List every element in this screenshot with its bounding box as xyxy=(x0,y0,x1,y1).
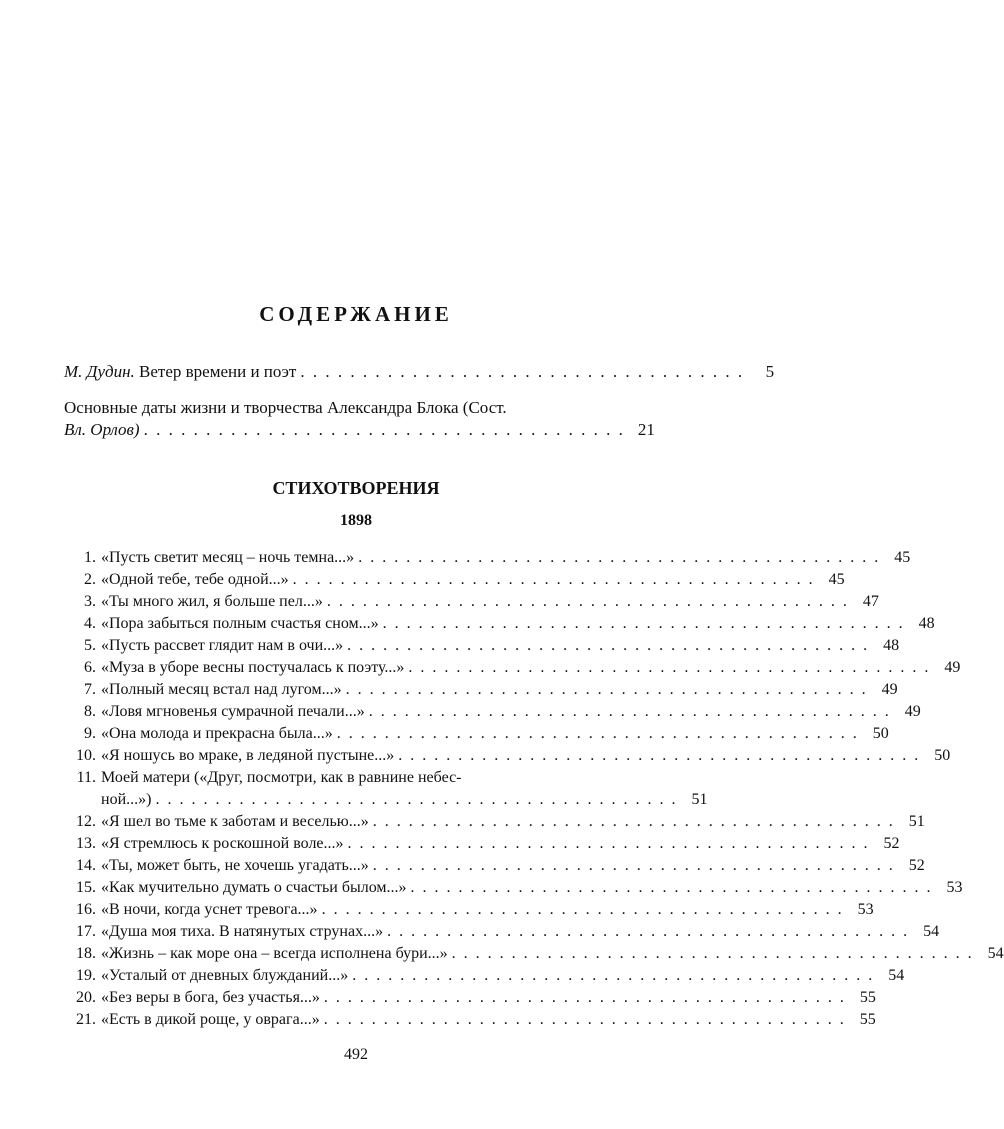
dot-leader: . . . . . . . . . . . . . . . . . . . . . . . . . . . . . . . . . . . . . . . . . . . . xyxy=(347,637,870,654)
page-number: 53 xyxy=(946,879,963,896)
poem-title: «Я ношусь во мраке, в ледяной пустыне...» xyxy=(101,747,395,764)
poem-title: «В ночи, когда уснет тревога...» xyxy=(101,901,318,918)
dot-leader: . . . . . . . . . . . . . . . . . . . . . . . . . . . . . . . . . . . . . . . . . . . . xyxy=(408,659,931,676)
toc-poem-row xyxy=(64,1011,876,1033)
poem-title: «Пора забыться полным счастья сном...» xyxy=(101,615,379,632)
toc-poem-row xyxy=(64,923,940,945)
dot-leader: . . . . . . . . . . . . . . . . . . . . . . . . . . . . . . . . . . . . . . . . . . . . xyxy=(352,967,875,984)
poem-number: 11. xyxy=(76,769,96,786)
page-number: 48 xyxy=(883,637,900,654)
page-number: 52 xyxy=(908,857,925,874)
entry-title: Ветер времени и поэт xyxy=(139,362,297,381)
poem-number: 7. xyxy=(84,681,96,698)
toc-poem-row xyxy=(64,659,961,681)
poem-number: 2. xyxy=(84,571,96,588)
page-number: 21 xyxy=(637,420,655,439)
toc-poem-row-continued xyxy=(64,791,708,813)
poem-number: 9. xyxy=(84,725,96,742)
dot-leader: . . . . . . . . . . . . . . . . . . . . . . . . . . . . . . . . . . . . . . . . . . . . xyxy=(410,879,933,896)
page-number: 45 xyxy=(828,571,845,588)
toc-poem-row xyxy=(64,989,876,1011)
poem-number: 1. xyxy=(84,549,96,566)
toc-poem-row xyxy=(64,813,925,835)
poem-number: 3. xyxy=(84,593,96,610)
toc-poem-row xyxy=(64,945,1004,967)
page-number: 55 xyxy=(859,989,876,1006)
poem-title: «Пусть рассвет глядит нам в очи...» xyxy=(101,637,344,654)
page-folio: 492 xyxy=(344,1046,368,1063)
toc-poem-row xyxy=(64,879,963,901)
poem-title: «Я стремлюсь к роскошной воле...» xyxy=(101,835,344,852)
toc-poem-row xyxy=(64,637,900,659)
poem-title: «Есть в дикой роще, у оврага...» xyxy=(101,1011,320,1028)
poem-title: «Как мучительно думать о счастьи былом...» xyxy=(101,879,407,896)
entry-title: Основные даты жизни и творчества Александра Блока (Сост. xyxy=(64,398,507,417)
poem-number: 5. xyxy=(84,637,96,654)
toc-poem-row xyxy=(64,835,900,857)
toc-poem-row xyxy=(64,593,879,615)
toc-poem-row xyxy=(64,571,845,593)
toc-poem-row xyxy=(64,681,898,703)
dot-leader: . . . . . . . . . . . . . . . . . . . . . . . . . . . . . . . . . . . . . . . . . . . . xyxy=(451,945,974,962)
poem-list xyxy=(64,549,1004,1033)
toc-poem-row xyxy=(64,769,650,791)
dot-leader: . . . . . . . . . . . . . . . . . . . . . . . . . . . . . . . . . . . . . . . . . . . . xyxy=(368,703,891,720)
page-number: 50 xyxy=(872,725,889,742)
poem-title: «Она молода и прекрасна была...» xyxy=(101,725,333,742)
page-number: 50 xyxy=(934,747,951,764)
poem-number: 18. xyxy=(76,945,96,962)
dot-leader: . . . . . . . . . . . . . . . . . . . . . . . . . . . . . . . . . . . . . . . . . . . . xyxy=(387,923,910,940)
dot-leader: . . . . . . . . . . . . . . . . . . . . . . . . . . . . . . . . . . . . . . . . . . . . xyxy=(321,901,844,918)
page-number: 54 xyxy=(923,923,940,940)
toc-poem-row xyxy=(64,725,889,747)
poem-number: 17. xyxy=(76,923,96,940)
poem-number: 10. xyxy=(76,747,96,764)
contents-title: СОДЕРЖАНИЕ xyxy=(259,302,453,326)
poem-title: «Без веры в бога, без участья...» xyxy=(101,989,320,1006)
dot-leader: . . . . . . . . . . . . . . . . . . . . . . . . . . . . . . . . . . . . . . . . . . . . xyxy=(345,681,868,698)
toc-poem-row xyxy=(64,747,951,769)
page-number: 49 xyxy=(881,681,898,698)
dot-leader: . . . . . . . . . . . . . . . . . . . . . . . . . . . . . . . . . . . . . . . . . . . . xyxy=(292,571,815,588)
poem-number: 14. xyxy=(76,857,96,874)
dot-leader: . . . . . . . . . . . . . . . . . . . . . . . . . . . . . . . . . . . . . . . . . . . . xyxy=(323,989,846,1006)
toc-poem-row xyxy=(64,901,874,923)
poem-number: 19. xyxy=(76,967,96,984)
poem-number: 6. xyxy=(84,659,96,676)
poem-title: «Пусть светит месяц – ночь темна...» xyxy=(101,549,355,566)
poem-number: 20. xyxy=(76,989,96,1006)
poem-title: «Муза в уборе весны постучалась к поэту...» xyxy=(101,659,405,676)
poem-number: 16. xyxy=(76,901,96,918)
poem-title: «Я шел во тьме к заботам и веселью...» xyxy=(101,813,369,830)
page-number: 45 xyxy=(894,549,911,566)
poem-title: Моей матери («Друг, посмотри, как в равнине небес- xyxy=(101,769,462,786)
page-number: 55 xyxy=(859,1011,876,1028)
poem-title: «Ловя мгновенья сумрачной печали...» xyxy=(101,703,365,720)
page-number: 51 xyxy=(691,791,708,808)
toc-poem-row xyxy=(64,549,911,571)
entry-author: М. Дудин. xyxy=(64,362,135,381)
dot-leader: . . . . . . . . . . . . . . . . . . . . . . . . . . . . . . . . . . . . . . . . . . . . xyxy=(155,791,678,808)
page-number: 47 xyxy=(862,593,879,610)
entry-title-continued: Вл. Орлов) xyxy=(64,420,140,439)
dot-leader: . . . . . . . . . . . . . . . . . . . . . . . . . . . . . . . . . . . . . . . . . . . . xyxy=(372,857,895,874)
poem-title: «Ты, может быть, не хочешь угадать...» xyxy=(101,857,369,874)
page-number: 48 xyxy=(918,615,935,632)
dot-leader: . . . . . . . . . . . . . . . . . . . . . . . . . . . . . . . . . . . . . . . . . . . . xyxy=(358,549,881,566)
page-number: 53 xyxy=(857,901,874,918)
dot-leader: . . . . . . . . . . . . . . . . . . . . . . . . . . . . . . . . . . . . . . . . . . . . xyxy=(382,615,905,632)
poem-title: «Душа моя тиха. В натянутых струнах...» xyxy=(101,923,384,940)
toc-entry-dudin xyxy=(64,361,775,383)
page-number: 49 xyxy=(944,659,961,676)
dot-leader: . . . . . . . . . . . . . . . . . . . . . . . . . . . . . . . . . . . . . . . . . . . . xyxy=(347,835,870,852)
page-number: 54 xyxy=(888,967,905,984)
page-number: 49 xyxy=(904,703,921,720)
poem-title: «Жизнь – как море она – всегда исполнена бури...» xyxy=(101,945,448,962)
page-number: 51 xyxy=(908,813,925,830)
poem-number: 12. xyxy=(76,813,96,830)
poem-title: «Ты много жил, я больше пел...» xyxy=(101,593,323,610)
page-number: 54 xyxy=(987,945,1004,962)
poem-number: 8. xyxy=(84,703,96,720)
year-heading: 1898 xyxy=(340,512,372,529)
page-number: 5 xyxy=(765,362,775,381)
toc-poem-row xyxy=(64,967,905,989)
dot-leader: . . . . . . . . . . . . . . . . . . . . . . . . . . . . . . . . . . . . . . . . . . . . xyxy=(336,725,859,742)
dot-leader: . . . . . . . . . . . . . . . . . . . . . . . . . . . . . . . . . . . . . . . . . . . . xyxy=(326,593,849,610)
poem-title-continued: ной...») xyxy=(101,791,152,808)
toc-poem-row xyxy=(64,615,935,637)
poem-number: 4. xyxy=(84,615,96,632)
section-heading: СТИХОТВОРЕНИЯ xyxy=(272,478,440,498)
poem-number: 15. xyxy=(76,879,96,896)
toc-entry-dates xyxy=(64,397,655,441)
dot-leader: . . . . . . . . . . . . . . . . . . . . . . . . . . . . . . . . . . . . . . . . . . . . xyxy=(372,813,895,830)
poem-title: «Одной тебе, тебе одной...» xyxy=(101,571,289,588)
dot-leader: . . . . . . . . . . . . . . . . . . . . . . . . . . . . . . . . . . . . . . . . . . . . xyxy=(398,747,921,764)
dot-leader: . . . . . . . . . . . . . . . . . . . . . . . . . . . . . . . . . . . . . . . . . . . . xyxy=(323,1011,846,1028)
poem-number: 21. xyxy=(76,1011,96,1028)
toc-poem-row xyxy=(64,857,925,879)
dot-leader: . . . . . . . . . . . . . . . . . . . . . . . . . . . . . . . . . . . . xyxy=(300,362,745,381)
toc-poem-row xyxy=(64,703,921,725)
dot-leader: . . . . . . . . . . . . . . . . . . . . . . . . . . . . . . . . . . . . . . . xyxy=(143,420,625,439)
poem-title: «Усталый от дневных блужданий...» xyxy=(101,967,349,984)
page-number: 52 xyxy=(883,835,900,852)
poem-number: 13. xyxy=(76,835,96,852)
poem-title: «Полный месяц встал над лугом...» xyxy=(101,681,342,698)
